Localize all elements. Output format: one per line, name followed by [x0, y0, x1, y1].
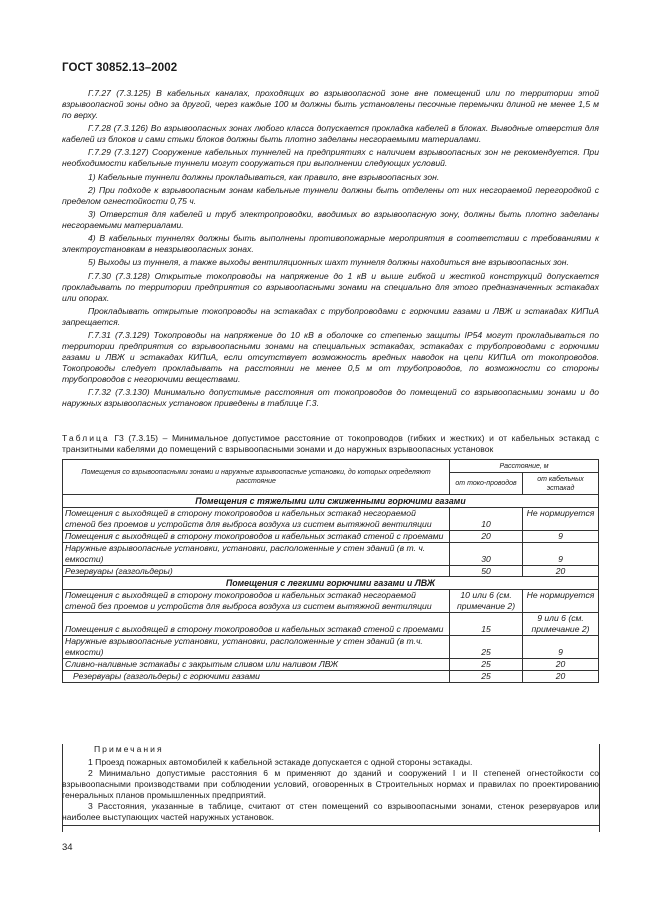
body-text [62, 88, 599, 411]
table-section-row [63, 577, 599, 590]
section-title: Помещения с тяжелыми или сжиженными горючими газами [63, 495, 599, 508]
table-section-row [63, 495, 599, 508]
table-caption-text: Г3 (7.3.15) – Минимальное допустимое расстояние от токопроводов (гибких и жестких) и от кабельных эстакад с транзитными кабелями до помещений с взрывоопасными зонами и до наружных взрывоопасных установок [62, 433, 599, 454]
cell-distance-conductors: 10 [450, 508, 523, 531]
table-header-row [63, 460, 599, 473]
paragraph: Г.7.32 (7.3.130) Минимально допустимые расстояния от токопроводов до помещений со взрывоопасными зонами и до наружных взрывоопасных установок приведены в таблице Г.3. [62, 387, 599, 409]
cell-distance-cable-racks: 9 [523, 542, 599, 565]
paragraph: Прокладывать открытые токопроводы на эстакадах с трубопроводами с горючими газами и ЛВЖ и эстакадах КИПиА запрещается. [62, 305, 599, 327]
document-header: ГОСТ 30852.13–2002 [62, 62, 178, 74]
paragraph: Г.7.31 (7.3.129) Токопроводы на напряжение до 10 кВ в оболочке со степенью защиты IP54 могут прокладываться по территории предприятия со взрывоопасными зонами на специальных эстакадах, эстакадах с трубопроводами с горючими газами и ЛВЖ и эстакадах КИПиА, если отсутствует возможность вредных наводок на цепи КИПиА от токопроводов. Токопроводы следует прокладывать на расстоянии не менее 0,5 м от трубопроводов, по возможности со стороны трубопроводов с негорючими веществами. [62, 330, 599, 384]
cell-premises: Помещения с выходящей в сторону токопроводов и кабельных эстакад стеной с проемами [63, 613, 450, 636]
note-item: 3 Расстояния, указанные в таблице, считают от стен помещений со взрывоопасными зонами, стенок резервуаров или наиболее выступающих частей наружных установок. [62, 800, 599, 822]
table-row [63, 658, 599, 670]
notes-bottom-rule [62, 825, 599, 826]
note-item: 2 Минимально допустимые расстояния 6 м применяют до зданий и сооружений I и II степеней огнестойкости со взрывоопасными производствами при соблюдении условий, оговоренных в Строительных нормах и правилах по проектированию генеральных планов промышленных предприятий. [62, 767, 599, 800]
cell-distance-conductors: 50 [450, 565, 523, 577]
cell-distance-cable-racks: 9 или 6 (см. примечание 2) [523, 613, 599, 636]
table-notes [62, 744, 599, 823]
notes-title: Примечания [94, 744, 164, 754]
cell-premises: Помещения с выходящей в сторону токопроводов и кабельных эстакад несгораемой стеной без проемов и устройств для выброса воздуха из систем вытяжной вентиляции [63, 590, 450, 613]
header-col-cable-racks: от кабельных эстакад [523, 473, 599, 495]
cell-distance-conductors: 10 или 6 (см. примечание 2) [450, 590, 523, 613]
cell-premises: Сливно-наливные эстакады с закрытым сливом или наливом ЛВЖ [63, 658, 450, 670]
cell-distance-conductors: 30 [450, 542, 523, 565]
table-row [63, 636, 599, 659]
table-caption-label: Таблица [62, 433, 110, 443]
cell-premises: Резервуары (газгольдеры) с горючими газами [63, 670, 450, 682]
table-row [63, 670, 599, 682]
cell-premises: Наружные взрывоопасные установки, установки, расположенные у стен зданий (в т.ч. емкости) [63, 636, 450, 659]
paragraph: 2) При подходе к взрывоопасным зонам кабельные туннели должны быть отделены от них несгораемой перегородкой с пределом огнестойкости 0,75 ч. [62, 184, 599, 206]
cell-distance-cable-racks: Не нормируется [523, 590, 599, 613]
cell-distance-cable-racks: 9 [523, 530, 599, 542]
header-col-conductors: от токо-проводов [450, 473, 523, 495]
page-number: 34 [62, 842, 73, 853]
cell-premises: Помещения с выходящей в сторону токопроводов и кабельных эстакад несгораемой стеной без проемов и устройств для выброса воздуха из систем вытяжной вентиляции [63, 508, 450, 531]
cell-distance-conductors: 25 [450, 670, 523, 682]
header-col-premises: Помещения со взрывоопасными зонами и наружные взрывоопасные установки, до которых определяют расстояние [63, 460, 450, 495]
cell-premises: Наружные взрывоопасные установки, установки, расположенные у стен зданий (в т. ч. емкости) [63, 542, 450, 565]
section-title: Помещения с легкими горючими газами и ЛВЖ [63, 577, 599, 590]
paragraph: Г.7.27 (7.3.125) В кабельных каналах, проходящих во взрывоопасной зоне вне помещений или по территории этой взрывоопасной зоны одно за другой, через каждые 100 м должны быть установлены песочные перемычки длиной не менее 1,5 м по верху. [62, 88, 599, 120]
paragraph: 1) Кабельные туннели должны прокладываться, как правило, вне взрывоопасных зон. [88, 171, 440, 182]
paragraph: 3) Отверстия для кабелей и труб электропроводки, вводимых во взрывоопасную зону, должны быть плотно заделаны несгораемыми материалами. [62, 209, 599, 230]
paragraph: Г.7.28 (7.3.126) Во взрывоопасных зонах любого класса допускается прокладка кабелей в блоках. Выводные отверстия для кабелей из блоков и сами стыки блоков должны быть плотно заделаны несгораемыми материалами. [62, 123, 599, 145]
paragraph: 5) Выходы из туннеля, а также выходы вентиляционных шахт туннеля должны находиться вне взрывоопасных зон. [88, 257, 569, 268]
cell-premises: Помещения с выходящей в сторону токопроводов и кабельных эстакад стеной с проемами [63, 530, 450, 542]
table-row [63, 542, 599, 565]
cell-distance-cable-racks: Не нормируется [523, 508, 599, 531]
table-row [63, 613, 599, 636]
table-row [63, 565, 599, 577]
paragraph: Г.7.30 (7.3.128) Открытые токопроводы на напряжение до 1 кВ и выше гибкой и жесткой конструкций допускается прокладывать по территории предприятия со взрывоопасными зонами на специально для этого предназначенных эстакадах или опорах. [62, 270, 599, 303]
paragraph: Г.7.29 (7.3.127) Сооружение кабельных туннелей на предприятиях с наличием взрывоопасных зон не рекомендуется. При необходимости кабельные туннели могут сооружаться при выполнении следующих условий. [62, 147, 599, 169]
cell-distance-conductors: 25 [450, 636, 523, 659]
note-item: 1 Проезд пожарных автомобилей к кабельной эстакаде допускается с одной стороны эстакады. [88, 756, 473, 767]
paragraph: 4) В кабельных туннелях должны быть выполнены противопожарные мероприятия в соответствии с требованиями к электроустановкам в невзрывоопасных зонах. [62, 233, 599, 255]
cell-distance-cable-racks: 9 [523, 636, 599, 659]
cell-premises: Резервуары (газгольдеры) [63, 565, 450, 577]
distance-table [62, 459, 599, 683]
table-row [63, 590, 599, 613]
header-distance-group: Расстояние, м [450, 460, 599, 473]
cell-distance-conductors: 25 [450, 658, 523, 670]
cell-distance-conductors: 20 [450, 530, 523, 542]
cell-distance-cable-racks: 20 [523, 565, 599, 577]
cell-distance-conductors: 15 [450, 613, 523, 636]
table-row [63, 530, 599, 542]
cell-distance-cable-racks: 20 [523, 658, 599, 670]
table-caption [62, 433, 599, 455]
table-row [63, 508, 599, 531]
cell-distance-cable-racks: 20 [523, 670, 599, 682]
notes-frame-right [599, 744, 600, 832]
